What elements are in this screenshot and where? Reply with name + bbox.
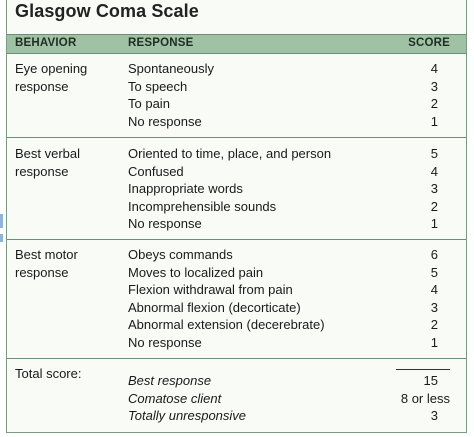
response-cell: No response <box>128 113 202 129</box>
response-cell: Incomprehensible sounds <box>128 198 277 214</box>
score-cell: 2 <box>430 198 438 214</box>
response-cell: Confused <box>128 163 184 179</box>
header-score: SCORE <box>408 37 450 49</box>
score-cell: 1 <box>430 113 438 129</box>
behavior-label: Best motor response <box>15 247 78 280</box>
response-cell: Abnormal extension (decerebrate) <box>128 317 325 332</box>
response-cell: Flexion withdrawal from pain <box>128 282 293 297</box>
score-cell: 2 <box>430 317 438 332</box>
response-cell: To speech <box>128 78 188 94</box>
score-cell: 3 <box>430 78 438 94</box>
score-cell: 3 <box>430 299 438 315</box>
total-score-cell: 8 or less <box>400 390 450 406</box>
response-cell: No response <box>128 334 202 350</box>
score-cell: 4 <box>430 282 438 297</box>
response-cell: Spontaneously <box>128 61 215 76</box>
score-cell: 1 <box>430 334 438 350</box>
header-response: RESPONSE <box>128 37 194 49</box>
total-response-cell: Best response <box>128 373 212 388</box>
section-divider <box>7 358 466 359</box>
total-response-cell: Totally unresponsive <box>128 408 247 423</box>
total-response-cell: Comatose client <box>128 390 222 406</box>
edge-marker <box>0 214 3 228</box>
header-behavior: BEHAVIOR <box>15 37 77 49</box>
score-cell: 6 <box>430 247 438 262</box>
response-cell: Moves to localized pain <box>128 264 264 280</box>
score-cell: 5 <box>430 146 438 161</box>
response-cell: Oriented to time, place, and person <box>128 146 332 161</box>
score-cell: 1 <box>430 216 438 231</box>
response-cell: Abnormal flexion (decorticate) <box>128 299 301 315</box>
section-divider <box>7 137 466 138</box>
score-cell: 4 <box>430 163 438 179</box>
total-rule <box>396 369 450 370</box>
gcs-table <box>6 0 467 433</box>
score-cell: 2 <box>430 96 438 111</box>
response-cell: Inappropriate words <box>128 181 243 196</box>
section-divider <box>7 239 466 240</box>
edge-marker <box>0 234 3 242</box>
response-cell: Obeys commands <box>128 247 233 262</box>
response-cell: To pain <box>128 96 170 111</box>
total-label: Total score: <box>15 366 82 381</box>
score-cell: 5 <box>430 264 438 280</box>
score-cell: 3 <box>430 181 438 196</box>
total-score-cell: 3 <box>430 408 438 423</box>
response-cell: No response <box>128 216 202 231</box>
score-cell: 4 <box>430 61 438 76</box>
behavior-label: Best verbal response <box>15 146 81 179</box>
behavior-label: Eye opening response <box>15 61 88 94</box>
table-title: Glasgow Coma Scale <box>15 1 199 21</box>
total-score-cell: 15 <box>423 373 438 388</box>
